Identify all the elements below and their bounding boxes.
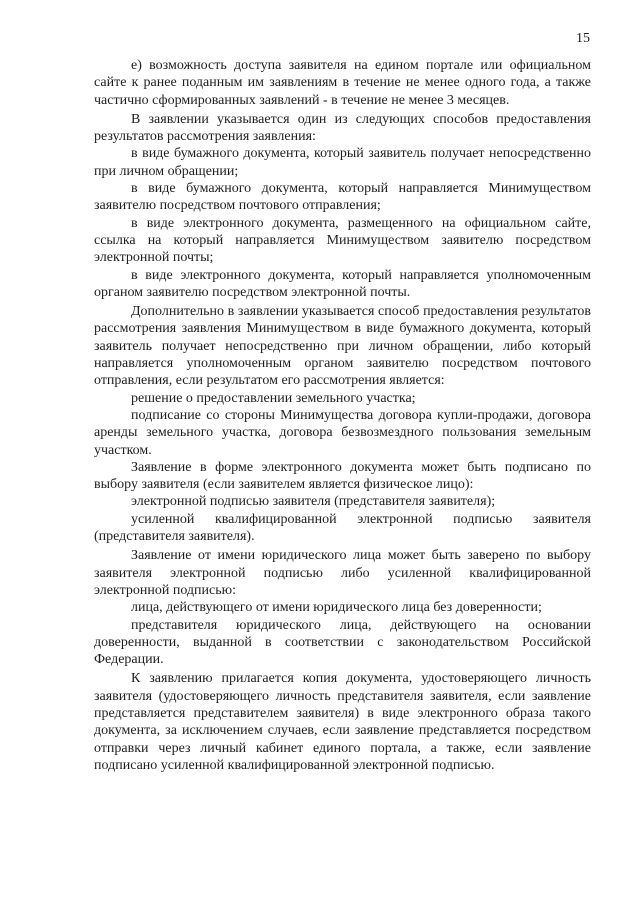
- paragraph-contract-signing: подписание со стороны Минимущества договора купли-продажи, договора аренды земельного участка, договора безвозмездного пользования земельным участком.: [94, 407, 591, 458]
- document-body: [94, 57, 591, 774]
- paragraph-additional-method: Дополнительно в заявлении указывается способ предоставления результатов рассмотрения заявления Минимуществом в виде бумажного документа, который заявитель получает непосредственно при личном обращении, либо который направляется уполномоченным органом заявителю посредством почтового отправления, если результатом его рассмотрения является:: [94, 304, 591, 389]
- paragraph-land-decision: решение о предоставлении земельного участка;: [131, 390, 416, 406]
- paragraph-electronic-signature: Заявление в форме электронного документа может быть подписано по выбору заявителя (если заявителем является физическое лицо):: [94, 459, 591, 493]
- paragraph-result-methods: В заявлении указывается один из следующих способов предоставления результатов рассмотрения заявления:: [94, 111, 591, 145]
- paragraph-portal-access: е) возможность доступа заявителя на едином портале или официальном сайте к ранее поданным им заявлениям в течение не менее одного года, а также частично сформированных заявлений - в течение не менее 3 месяцев.: [94, 58, 591, 108]
- paragraph-legal-entity: Заявление от имени юридического лица может быть заверено по выбору заявителя электронной подписью либо усиленной квалифицированной электронной подписью:: [94, 548, 591, 598]
- paragraph-power-of-attorney: представителя юридического лица, действующего на основании доверенности, выданной в соответствии с законодательством Российской Федерации.: [94, 617, 591, 668]
- paragraph-without-power-of-attorney: лица, действующего от имени юридического лица без доверенности;: [131, 600, 542, 616]
- paragraph-electronic-site: в виде электронного документа, размещенного на официальном сайте, ссылка на который направляется Минимуществом заявителю посредством электронной почты;: [94, 215, 591, 266]
- paragraph-simple-signature: электронной подписью заявителя (представителя заявителя);: [131, 494, 496, 510]
- paragraph-identity-document: К заявлению прилагается копия документа, удостоверяющего личность заявителя (удостоверяющего личность представителя заявителя, если заявление представляется представителем заявителя) в виде электронного образа такого документа, за исключением случаев, если заявление представляется посредством отправки через личный кабинет единого портала, а также, если заявление подписано усиленной квалифицированной электронной подписью.: [94, 671, 591, 773]
- paragraph-electronic-email: в виде электронного документа, который направляется уполномоченным органом заявителю посредством электронной почты.: [94, 267, 591, 300]
- paragraph-paper-personal: в виде бумажного документа, который заявитель получает непосредственно при личном обращении;: [94, 146, 591, 179]
- paragraph-paper-mail: в виде бумажного документа, который направляется Минимуществом заявителю посредством почтового отправления;: [94, 181, 591, 214]
- paragraph-qualified-signature: усиленной квалифицированной электронной подписью заявителя (представителя заявителя).: [94, 511, 591, 545]
- page-number: 15: [576, 31, 590, 46]
